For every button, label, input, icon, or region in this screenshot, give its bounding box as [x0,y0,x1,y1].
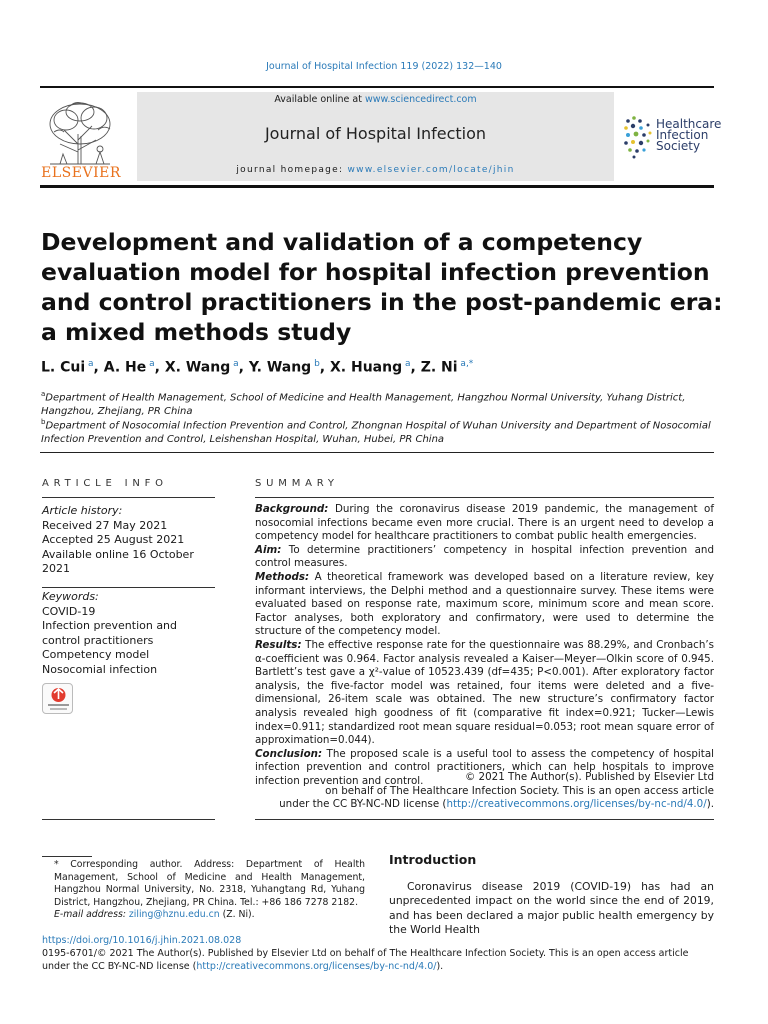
article-history [42,504,217,577]
article-info-rule [42,497,215,498]
keywords [42,590,217,677]
elsevier-wordmark: ELSEVIER [41,165,121,181]
journal-homepage [137,165,614,175]
journal-name: Journal of Hospital Infection [264,124,487,143]
title-separator [40,452,714,453]
society-line-2: Infection [656,128,709,142]
section-text: To determine practitioners’ competency in hospital infection prevention and control measures. [255,543,714,570]
history-label: Article history: [42,504,123,517]
society-line-3: Society [656,139,701,153]
bottom-license-link[interactable]: http://creativecommons.org/licenses/by-nc-nd/4.0/ [196,960,437,972]
summary-copyright [255,771,714,812]
keywords-label: Keywords: [42,590,99,603]
email-label: E-mail address: [54,909,129,920]
society-line-1: Healthcare [656,117,722,131]
author-separator: , [319,359,330,376]
keyword-item: Competency model [42,648,150,661]
section-text: The proposed scale is a useful tool to assess the competency of hospital infection prevention and control practitioners, which can help hospitals to improve infection prevention and control. [255,747,714,787]
badge-label [43,719,44,720]
summary-methods [255,571,714,639]
author-name: Z. Ni [420,359,458,376]
author-affiliation-marker[interactable]: a [402,359,411,369]
author-separator: , [93,359,104,376]
available-online [137,94,614,105]
history-accepted: Accepted 25 August 2021 [42,533,185,546]
section-label: Aim: [255,543,282,556]
summary-body [255,503,714,788]
keyword-item: Nosocomial infection [42,662,158,676]
running-header: Journal of Hospital Infection 119 (2022) 132—140 [266,61,502,72]
license-suffix: ). [706,798,714,811]
summary-background [255,503,714,544]
summary-bottom-rule [255,819,714,820]
author-name: X. Wang [164,359,231,376]
author-list [41,359,473,376]
homepage-prefix: journal homepage: [236,165,348,175]
author-separator: , [410,359,421,376]
check-for-updates-badge[interactable] [42,683,73,714]
copyright-line-3 [255,798,714,812]
article-info-bottom-rule [42,819,215,820]
introduction-paragraph: Coronavirus disease 2019 (COVID-19) has had an unprecedented impact on the world since the end of 2019, and has been declared a major public health emergency by the World Health [389,880,714,936]
corresponding-author-footnote [42,859,365,922]
author-affiliation-marker[interactable]: a [230,359,239,369]
article-title: Development and validation of a competency evaluation model for hospital infection prevention and control practitioners in the post-pandemic era: a mixed methods study [41,228,723,346]
history-online: Available online 16 October 2021 [42,547,194,575]
masthead-top-rule [40,86,714,88]
copyright-line-1: © 2021 The Author(s). Published by Elsevier Ltd [464,771,714,783]
affiliation-b-marker: b [41,418,46,426]
footnote-email [42,909,365,922]
email-link[interactable]: ziling@hznu.edu.cn [128,909,220,920]
section-text: A theoretical framework was developed based on a literature review, key informant interviews, the Delphi method and a questionnaire survey. These items were evaluated based on response rate, maximum score, minimum score and mean score. Factor analyses, both exploratory and confirmatory, were used to determine the structure of the competency model. [255,570,714,638]
summary-results [255,639,714,748]
section-label: Results: [255,638,302,651]
available-prefix: Available online at [274,94,365,105]
sciencedirect-link[interactable]: www.sciencedirect.com [364,94,477,105]
keyword-item: Infection prevention and control practitioners [42,619,178,647]
email-suffix: (Z. Ni). [219,909,255,920]
footnote-text: * Corresponding author. Address: Department of Health Management, School of Medicine and Health Management, Hangzhou Normal University, No. 2318, Yuhangtang Rd, Yuhang District, Hangzhou, Zhejiang, PR China. Tel.: +86 186 7278 2182. [54,859,365,908]
author-name: A. He [103,359,147,376]
author-separator: , [238,359,249,376]
issn-line: 0195-6701/© 2021 The Author(s). Published by Elsevier Ltd on behalf of The Healthcare Infection Society. This is an open access article [42,948,689,959]
keyword-item: COVID-19 [42,604,96,618]
summary-aim [255,544,714,571]
author-affiliation-marker[interactable]: a [85,359,94,369]
license-link[interactable]: http://creativecommons.org/licenses/by-nc-nd/4.0/ [446,798,707,811]
bottom-license-suffix: ). [436,960,444,972]
author-affiliation-marker[interactable]: a [146,359,155,369]
summary-heading: SUMMARY [255,478,339,489]
affiliation-a-text: Department of Health Management, School of Medicine and Health Management, Hangzhou Normal University, Yuhang District, Hangzhou, Zhejiang, PR China [41,392,686,418]
society-name [656,119,721,152]
affiliation-a-marker: a [41,390,46,398]
keywords-rule [42,587,215,588]
doi-link[interactable]: https://doi.org/10.1016/j.jhin.2021.08.028 [42,935,242,946]
author-name: Y. Wang [248,359,312,376]
license-prefix: under the CC BY-NC-ND license ( [279,798,447,811]
history-received: Received 27 May 2021 [42,518,168,532]
bottom-license-prefix: under the CC BY-NC-ND license ( [42,960,197,972]
copyright-line-2: on behalf of The Healthcare Infection Society. This is an open access article [325,784,714,797]
author-affiliation-marker[interactable]: b [311,359,320,369]
footnote-rule [42,856,92,857]
summary-rule [255,497,714,498]
author-name: X. Huang [330,359,403,376]
article-info-heading: ARTICLE INFO [42,478,168,489]
section-label: Conclusion: [255,747,323,760]
author-affiliation-marker[interactable]: a,* [457,359,474,369]
issn-license [42,948,722,973]
masthead-bottom-rule [40,185,714,188]
bottom-license-line [42,961,722,974]
section-label: Background: [255,503,329,515]
section-text: During the coronavirus disease 2019 pandemic, the management of nosocomial infections became even more crucial. There is an urgent need to develop a competency model for healthcare practitioners to combat public health emergencies. [255,503,714,543]
author-name: L. Cui [41,359,86,376]
homepage-link[interactable]: www.elsevier.com/locate/jhin [347,165,515,175]
introduction-heading: Introduction [389,852,477,867]
affiliation-b [41,415,731,447]
author-separator: , [154,359,165,376]
section-label: Methods: [255,570,310,583]
check-for-updates-icon [43,684,74,715]
affiliation-b-text: Department of Nosocomial Infection Prevention and Control, Zhongnan Hospital of Wuhan University and Department of Nosocomial Infection Prevention and Control, Leishenshan Hospital, Wuhan, Hubei, PR China [41,420,711,446]
section-text: The effective response rate for the questionnaire was 88.29%, and Cronbach’s α-coefficient was 0.964. Factor analysis revealed a Kaiser—Meyer—Olkin score of 0.945. Bartlett’s test gave a χ²-value of 10523.439 (df=435; P<0.001). After exploratory factor analysis, the five-factor model was retained, four items were deleted and a five-dimensional, 26-item scale was obtained. The new structure’s confirmatory factor analysis revealed high goodness of fit (comparative fit index=0.921; Tucker—Lewis index=0.911; standardized root mean square residual=0.053; root mean square error of approximation=0.044). [255,638,714,747]
